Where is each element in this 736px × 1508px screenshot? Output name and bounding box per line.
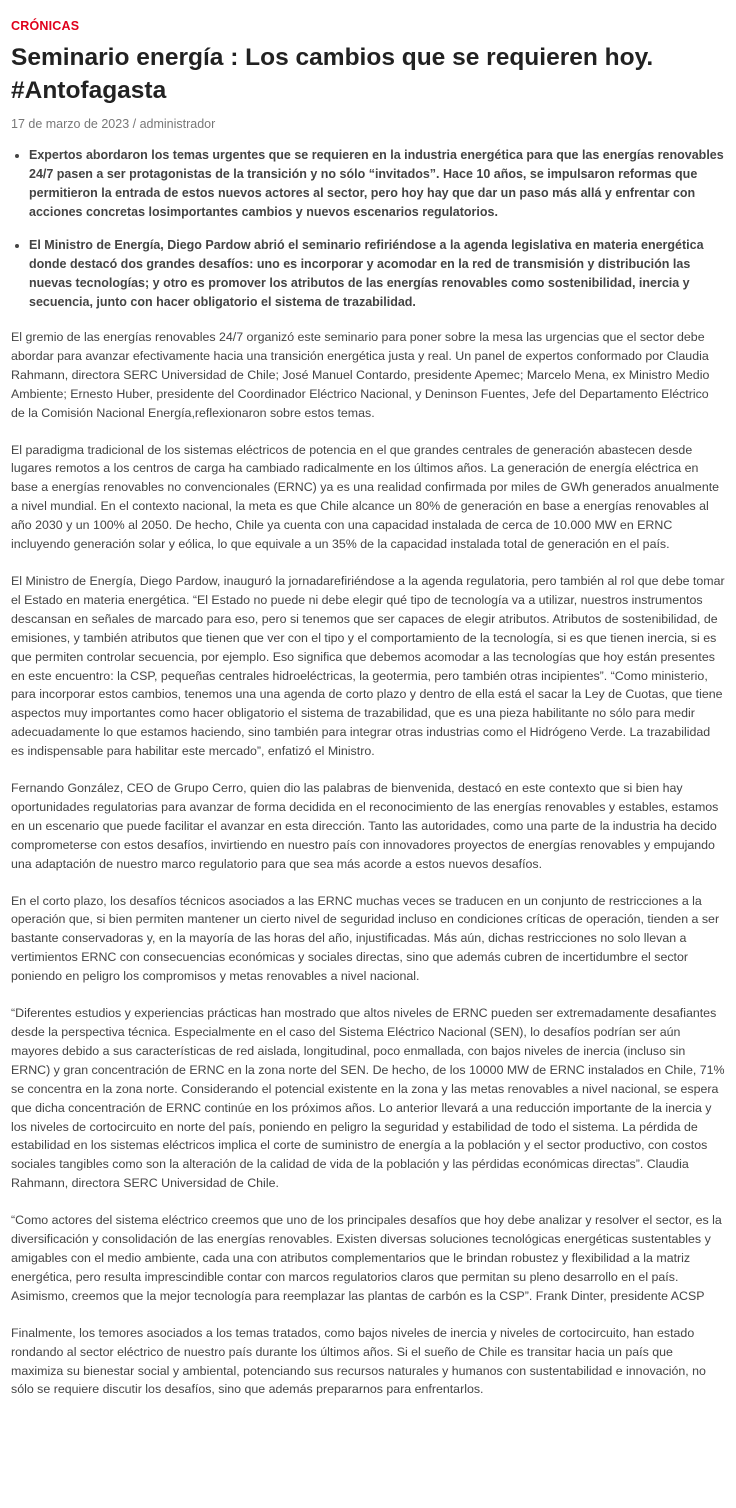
body-paragraph: El paradigma tradicional de los sistemas eléctricos de potencia en el que grandes centrales de generación abastecen desde lugares remotos a los centros de carga ha cambiado radicalmente en los últimos años. La generación de energía eléctrica en base a energías renovables no convencionales (ERNC) ya es una realidad confirmada por miles de GWh generados anualmente a nivel mundial. En el contexto nacional, la meta es que Chile alcance un 80% de generación en base a energías renovables al año 2030 y un 100% al 2050. De hecho, Chile ya cuenta con una capacidad instalada de cerca de 10.000 MW en ERNC incluyendo generación solar y eólica, lo que equivale a un 35% de la capacidad instalada total de generación en el país. (11, 442, 720, 552)
body-paragraph: En el corto plazo, los desafíos técnicos asociados a las ERNC muchas veces se traducen en un conjunto de restricciones a la operación que, si bien permiten mantener un cierto nivel de seguridad incluso en condiciones críticas de operación, tienden a ser bastante conservadoras y, en la mayoría de las horas del año, injustificadas. Más aún, dichas restricciones no solo llevan a vertimientos ERNC con consecuencias económicas y sociales directas, sino que además cubren de incertidumbre el sector poniendo en peligro los compromisos y metas renovables a nivel nacional. (11, 893, 720, 984)
article-meta (11, 116, 725, 132)
highlight-item: • El Ministro de Energía, Diego Pardow abrió el seminario refiriéndose a la agenda legislativa en materia energética donde destacó dos grandes desafíos: uno es incorporar y acomodar en la red de transmisión y distribución las nuevas tecnologías; y otro es promover los atributos de las energías renovables como sostenibilidad, inercia y secuencia, junto con hacer obligatorio el sistema de trazabilidad. (29, 236, 725, 312)
body-paragraph: Fernando González, CEO de Grupo Cerro, quien dio las palabras de bienvenida, destacó en este contexto que si bien hay oportunidades regulatorias para avanzar de forma decidida en el reconocimiento de las energías renovables y estables, estamos en un escenario que puede facilitar el avanzar en esta dirección. Tanto las autoridades, como una parte de la industria ha decido comprometerse con estos desafíos, invirtiendo en nuestro país con innovadores proyectos de energías renovables y empujando una adaptación de nuestro marco regulatorio para que sea más acorde a estos nuevos desafíos. (11, 781, 719, 871)
publish-date: 17 de marzo de 2023 (11, 117, 130, 131)
meta-separator: / (129, 117, 140, 131)
category-link[interactable]: CRÓNICAS (11, 19, 80, 33)
article-body (11, 328, 725, 1399)
body-paragraph: Finalmente, los temores asociados a los temas tratados, como bajos niveles de inercia y niveles de cortocircuito, han estado rondando al sector eléctrico de nuestro país durante los últimos años. Si el sueño de Chile es transitar hacia un país que maximiza su bienestar social y ambiental, potenciando sus recursos naturales y humanos con sustentabilidad e innovación, no sólo se requiere discutir los desafíos, sino que además prepararnos para enfrentarlos. (11, 1325, 706, 1397)
body-paragraph: El Ministro de Energía, Diego Pardow, inauguró la jornadarefiriéndose a la agenda regulatoria, pero también al rol que debe tomar el Estado en materia energética. “El Estado no puede ni debe elegir qué tipo de tecnología va a utilizar, nuestros instrumentos descansan en señales de marcado para eso, pero si tenemos que ser capaces de elegir atributos. Atributos de sostenibilidad, de emisiones, y también atributos que tienen que ver con el tipo y el comportamiento de la tecnología, si es que tienen inercia, si es que permiten controlar secuencia, por ejemplo. Eso significa que debemos acomodar a las tecnologías que hoy están presentes en este encuentro: la CSP, pequeñas centrales hidroeléctricas, la geotermia, pero también otras incipientes”. “Como ministerio, para incorporar estos cambios, tenemos una una agenda de corto plazo y dentro de ella está el sacar la Ley de Cuotas, que tiene aspectos muy importantes como hacer obligatorio el sistema de trazabilidad, que es una pieza habilitante no sólo para medir adecuadamente lo que estamos haciendo, sino también para integrar otras industrias como el Hidrógeno Verde. La trazabilidad es indispensable para habilitar este mercado”, enfatizó el Ministro. (11, 573, 725, 759)
author-link[interactable]: administrador (139, 117, 216, 131)
body-paragraph: “Diferentes estudios y experiencias prácticas han mostrado que altos niveles de ERNC pueden ser extremadamente desafiantes desde la perspectiva técnica. Especialmente en el caso del Sistema Eléctrico Nacional (SEN), lo desafíos podrían ser aún mayores debido a sus características de red aislada, longitudinal, poco enmallada, con bajos niveles de inercia (incluso sin ERNC) y gran concentración de ERNC en la zona norte del SEN. De hecho, de los 10000 MW de ERNC instalados en Chile, 71% se concentra en la zona norte. Considerando el potencial existente en la zona y las metas renovables a nivel nacional, se espera que dicha concentración de ERNC continúe en los próximos años. Lo anterior llevará a una reducción importante de la inercia y los niveles de cortocircuito en norte del país, poniendo en peligro la seguridad y estabilidad de todo el sistema. La pérdida de estabilidad en los sistemas eléctricos implica el corte de suministro de energía a la población y el sector productivo, con costos sociales tangibles como son la alteración de la calidad de vida de la población y las pérdidas económicas directas”. Claudia Rahmann, directora SERC Universidad de Chile. (11, 1006, 725, 1191)
highlights-list (11, 146, 725, 312)
body-paragraph: “Como actores del sistema eléctrico creemos que uno de los principales desafíos que hoy debe analizar y resolver el sector, es la diversificación y consolidación de las energías renovables. Existen diversas soluciones tecnológicas energéticas sustentables y amigables con el medio ambiente, cada una con atributos complementarios que le brindan robustez y flexibilidad a la matriz energética, pero resulta imprescindible contar con marcos regulatorios claros que permitan su pleno desarrollo en el país. Asimismo, creemos que la mejor tecnología para reemplazar las plantas de carbón es la CSP”. Frank Dinter, presidente ACSP (11, 1213, 722, 1303)
body-paragraph: El gremio de las energías renovables 24/7 organizó este seminario para poner sobre la mesa las urgencias que el sector debe abordar para avanzar efectivamente hacia una transición energética justa y real. Un panel de expertos conformado por Claudia Rahmann, directora SERC Universidad de Chile; José Manuel Contardo, presidente Apemec; Marcelo Mena, ex Ministro Medio Ambiente; Ernesto Huber, presidente del Coordinador Eléctrico Nacional, y Deninson Fuentes, Jefe del Departamento Eléctrico de la Comisión Nacional Energía,reflexionaron sobre estos temas. (11, 330, 710, 420)
article-title: Seminario energía : Los cambios que se requieren hoy. #Antofagasta (11, 44, 654, 104)
highlight-item: • Expertos abordaron los temas urgentes que se requieren en la industria energética para que las energías renovables 24/7 pasen a ser protagonistas de la transición y no sólo “invitados”. Hace 10 años, se impulsaron reformas que permitieron la entrada de estos nuevos actores al sector, pero hoy hay que dar un paso más allá y enfrentar con acciones concretas losimportantes cambios y nuevos escenarios regulatorios. (29, 146, 725, 222)
